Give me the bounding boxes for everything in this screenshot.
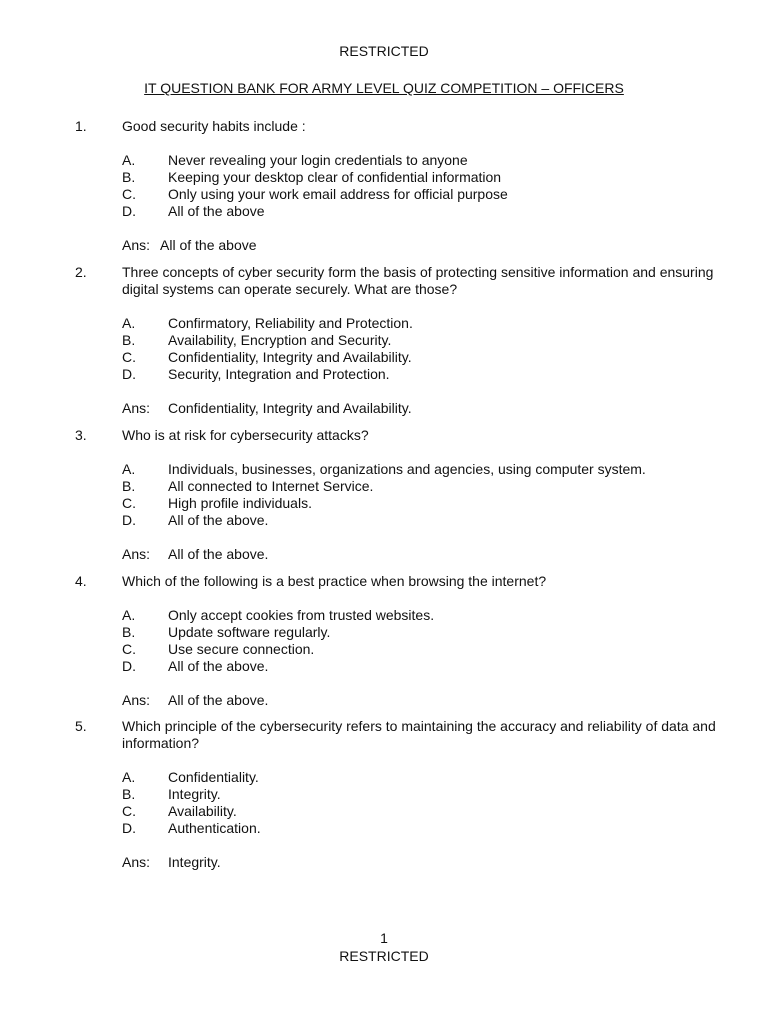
answer (122, 692, 768, 709)
option-letter: A. (122, 769, 136, 785)
option-letter: B. (122, 624, 136, 640)
answer-text: Integrity. (168, 854, 221, 870)
option-c (122, 803, 768, 820)
option-c (122, 186, 768, 203)
option-list (122, 152, 768, 220)
answer (122, 400, 768, 417)
option-letter: B. (122, 478, 136, 494)
option-list (122, 769, 768, 837)
option-letter: D. (122, 512, 136, 528)
option-letter: D. (122, 203, 136, 219)
option-text: Individuals, businesses, organizations and agencies, using computer system. (168, 461, 646, 477)
option-list (122, 461, 768, 529)
option-text: Confirmatory, Reliability and Protection. (168, 315, 413, 331)
option-letter: C. (122, 349, 136, 365)
option-c (122, 495, 768, 512)
question-text: Good security habits include : (122, 118, 306, 134)
option-d (122, 512, 768, 529)
question-text: Which principle of the cybersecurity refers to maintaining the accuracy and reliability of data and information? (122, 718, 716, 751)
answer-label: Ans: (122, 546, 151, 562)
option-text: Integrity. (168, 786, 221, 802)
option-b (122, 169, 768, 186)
answer-text: All of the above (160, 237, 257, 253)
question-1 (0, 118, 768, 254)
option-letter: A. (122, 461, 136, 477)
answer (122, 854, 768, 871)
option-b (122, 332, 768, 349)
option-text: Update software regularly. (168, 624, 331, 640)
option-letter: C. (122, 186, 136, 202)
option-text: Availability, Encryption and Security. (168, 332, 392, 348)
option-letter: B. (122, 786, 136, 802)
option-text: Security, Integration and Protection. (168, 366, 390, 382)
question-3 (0, 427, 768, 563)
answer (122, 237, 768, 254)
option-a (122, 607, 768, 624)
option-d (122, 203, 768, 220)
option-text: All of the above. (168, 512, 269, 528)
option-c (122, 641, 768, 658)
option-text: All of the above. (168, 658, 269, 674)
option-a (122, 152, 768, 169)
question-2 (0, 264, 768, 417)
option-b (122, 624, 768, 641)
question-number: 3. (75, 427, 87, 443)
option-text: All of the above (168, 203, 265, 219)
option-b (122, 478, 768, 495)
option-text: Use secure connection. (168, 641, 315, 657)
question-5 (0, 718, 768, 871)
option-a (122, 461, 768, 478)
option-d (122, 658, 768, 675)
answer-text: All of the above. (168, 692, 269, 708)
question-number: 4. (75, 573, 87, 589)
answer-text: All of the above. (168, 546, 269, 562)
option-a (122, 769, 768, 786)
option-letter: B. (122, 332, 136, 348)
option-b (122, 786, 768, 803)
option-text: Confidentiality, Integrity and Availability. (168, 349, 412, 365)
answer-label: Ans: (122, 400, 151, 416)
option-text: Confidentiality. (168, 769, 259, 785)
option-letter: C. (122, 495, 136, 511)
question-text: Which of the following is a best practice when browsing the internet? (122, 573, 547, 589)
footer-classification: RESTRICTED (339, 948, 429, 964)
header-classification: RESTRICTED (339, 43, 429, 59)
answer-text: Confidentiality, Integrity and Availability. (168, 400, 412, 416)
option-d (122, 366, 768, 383)
option-text: High profile individuals. (168, 495, 312, 511)
question-text: Who is at risk for cybersecurity attacks? (122, 427, 369, 443)
option-a (122, 315, 768, 332)
option-list (122, 315, 768, 383)
option-letter: B. (122, 169, 136, 185)
option-letter: A. (122, 152, 136, 168)
question-4 (0, 573, 768, 709)
option-text: Only accept cookies from trusted websites. (168, 607, 435, 623)
answer-label: Ans: (122, 692, 151, 708)
option-text: Only using your work email address for official purpose (168, 186, 508, 202)
option-letter: D. (122, 366, 136, 382)
page-number: 1 (380, 930, 388, 946)
answer-label: Ans: (122, 854, 151, 870)
question-number: 2. (75, 264, 87, 280)
question-text: Three concepts of cyber security form the basis of protecting sensitive information and ensuring digital systems can operate securely. What are those? (122, 264, 714, 297)
option-text: Keeping your desktop clear of confidential information (168, 169, 502, 185)
question-list (0, 118, 768, 871)
answer-label: Ans: (122, 237, 151, 253)
option-letter: A. (122, 315, 136, 331)
option-list (122, 607, 768, 675)
question-number: 1. (75, 118, 87, 134)
option-letter: D. (122, 820, 136, 836)
document-title: IT QUESTION BANK FOR ARMY LEVEL QUIZ COMPETITION – OFFICERS (144, 80, 624, 96)
option-text: Authentication. (168, 820, 261, 836)
option-letter: A. (122, 607, 136, 623)
option-letter: D. (122, 658, 136, 674)
option-letter: C. (122, 641, 136, 657)
option-text: Never revealing your login credentials to anyone (168, 152, 468, 168)
answer (122, 546, 768, 563)
option-letter: C. (122, 803, 136, 819)
option-text: All connected to Internet Service. (168, 478, 374, 494)
option-c (122, 349, 768, 366)
question-number: 5. (75, 718, 87, 734)
option-d (122, 820, 768, 837)
option-text: Availability. (168, 803, 237, 819)
